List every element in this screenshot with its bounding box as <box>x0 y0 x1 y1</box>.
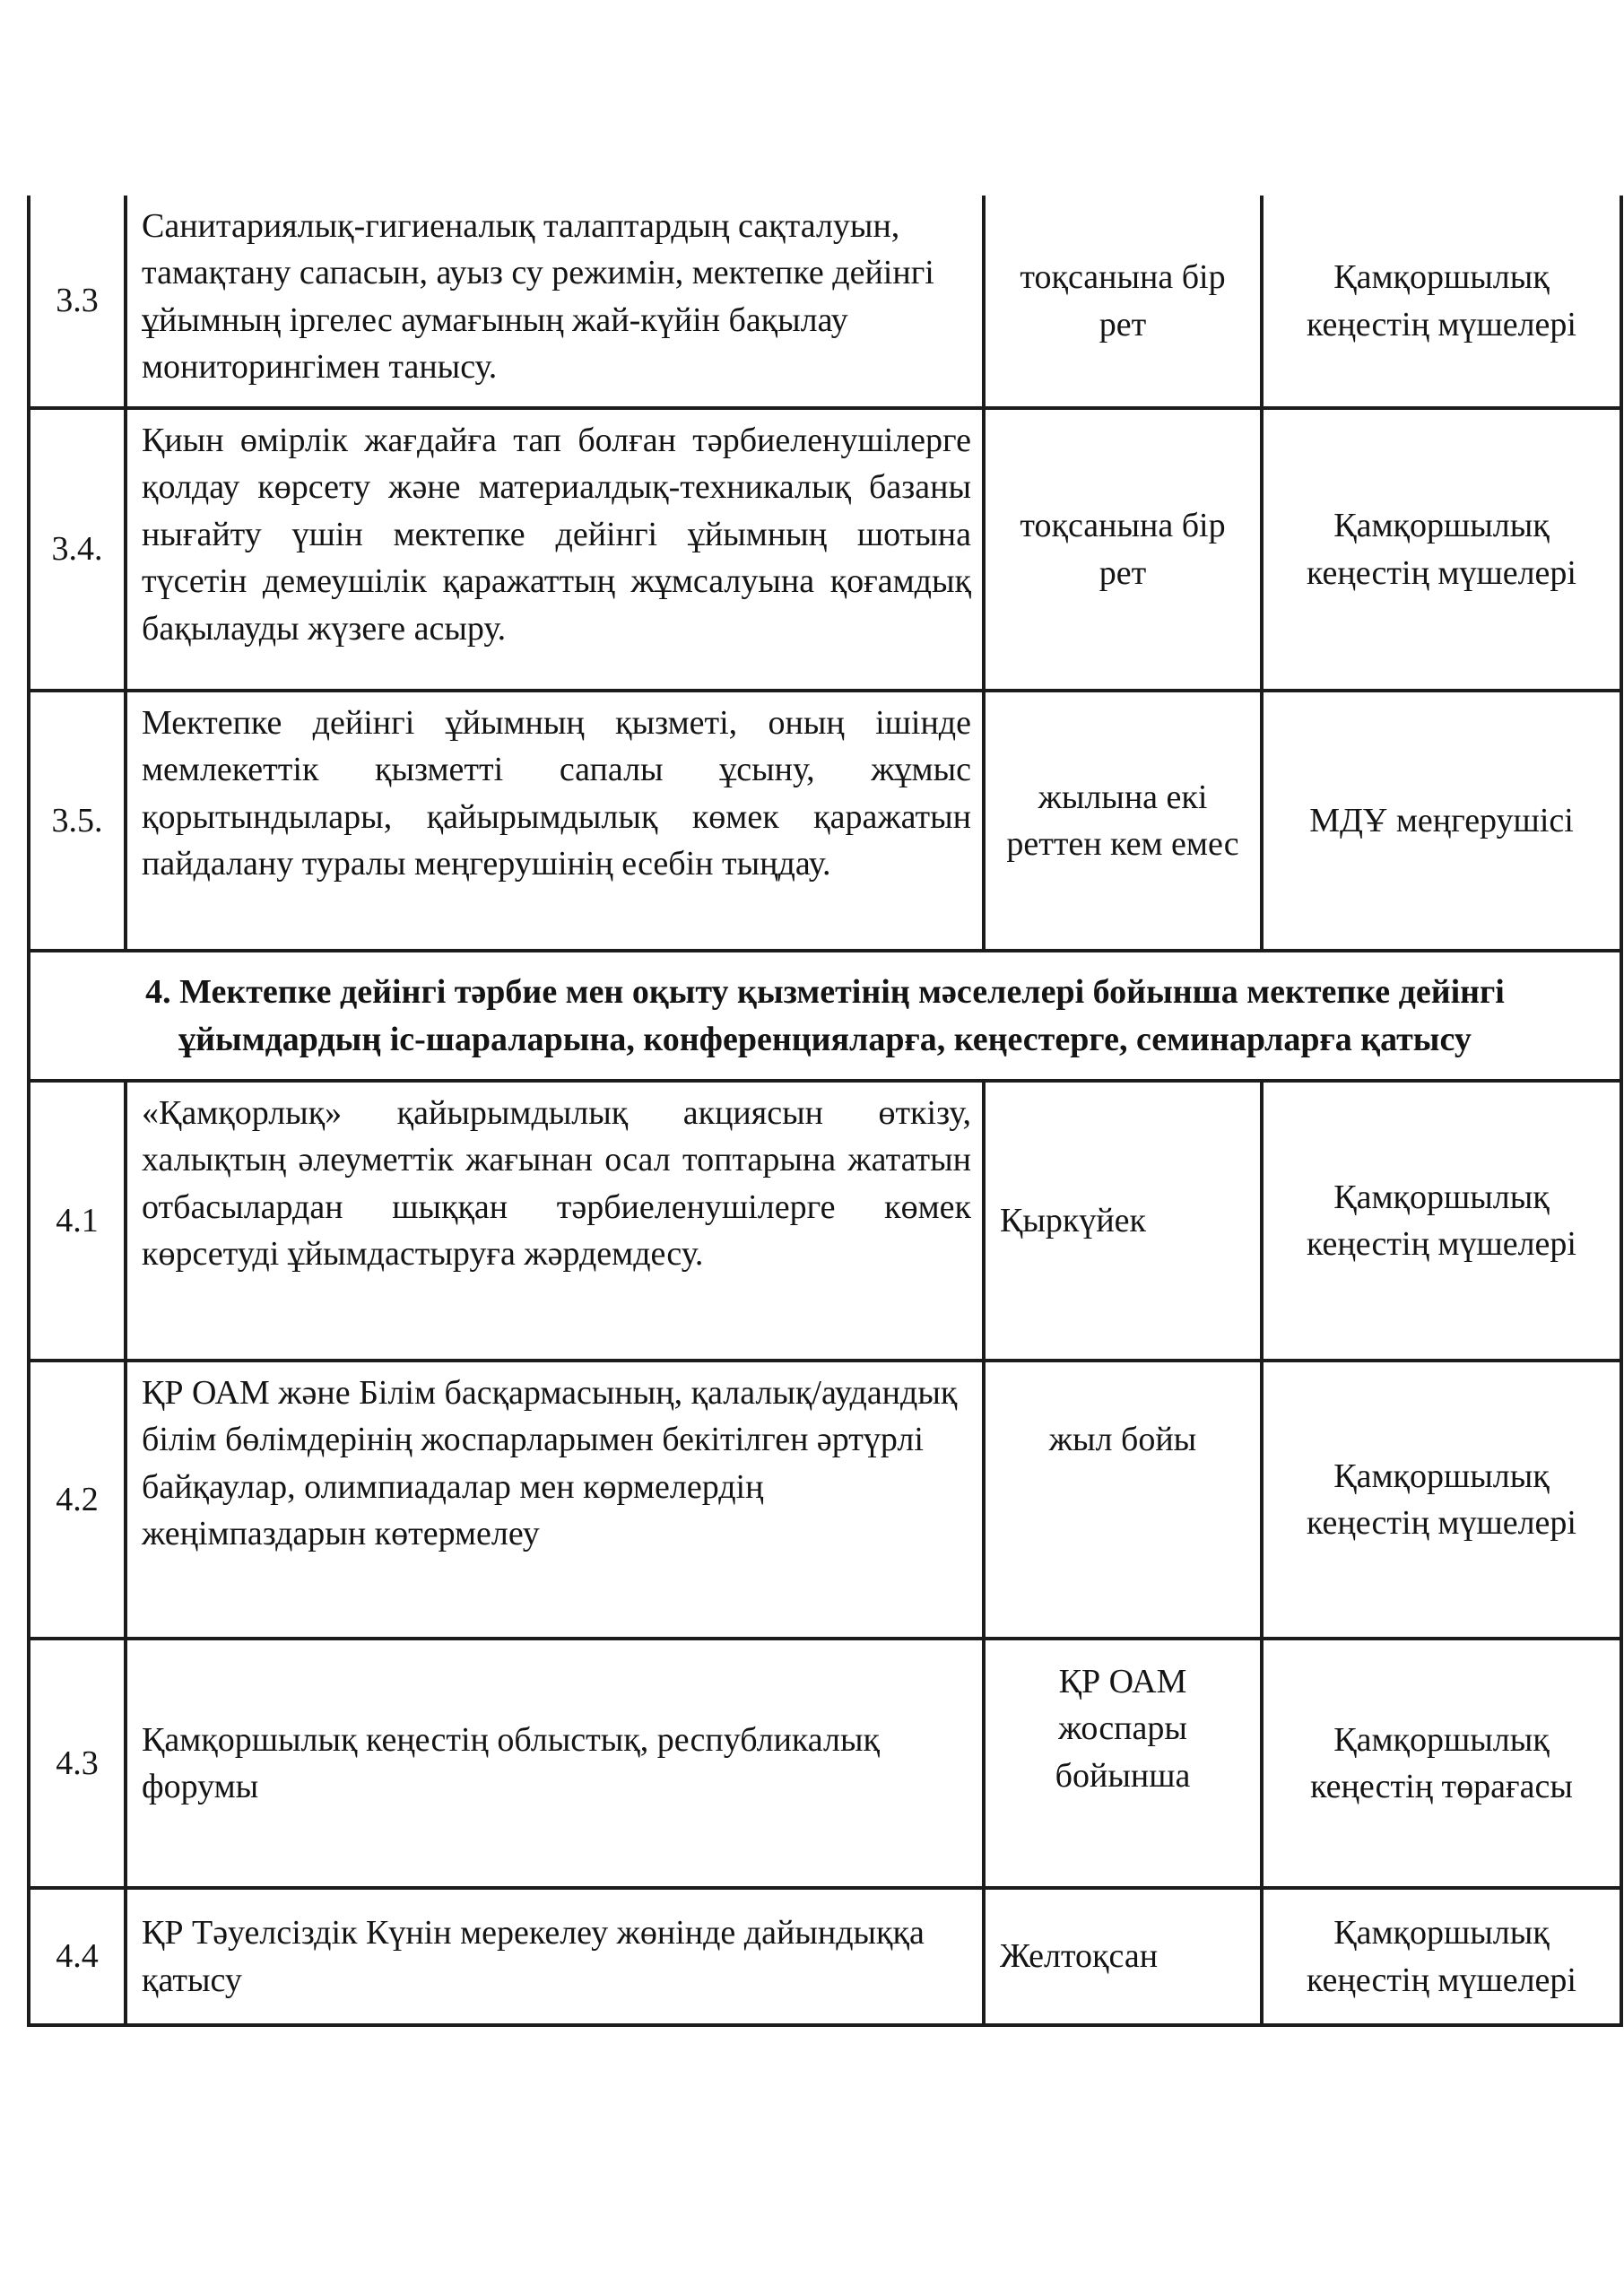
row-number-cell: 4.4 <box>29 1888 126 2025</box>
responsible-cell: Қамқоршылық кеңестің мүшелері <box>1262 1361 1621 1639</box>
table-row-3-4 <box>29 408 1621 691</box>
table-row-3-3 <box>29 196 1621 408</box>
frequency-cell: тоқсанына бір рет <box>984 408 1262 691</box>
frequency-cell: Желтоқсан <box>984 1888 1262 2025</box>
table-row-3-5 <box>29 691 1621 951</box>
row-number-cell: 4.1 <box>29 1081 126 1361</box>
row-number-cell: 4.2 <box>29 1361 126 1639</box>
activity-cell: ҚР Тәуелсіздік Күнін мерекелеу жөнінде дайындыққа қатысу <box>126 1888 984 2025</box>
responsible-cell: Қамқоршылық кеңестің төрағасы <box>1262 1639 1621 1888</box>
activity-cell: Санитариялық-гигиеналық талаптардың сақталуын, тамақтану сапасын, ауыз су режимін, мектепке дейінгі ұйымның іргелес аумағының жай-күйін бақылау мониторингімен танысу. <box>126 196 984 408</box>
activity-cell: ҚР ОАМ және Білім басқармасының, қалалық/аудандық білім бөлімдерінің жоспарларымен бекітілген әртүрлі байқаулар, олимпиадалар мен көрмелердің жеңімпаздарын көтермелеу <box>126 1361 984 1639</box>
table-row-4-1 <box>29 1081 1621 1361</box>
responsible-cell: Қамқоршылық кеңестің мүшелері <box>1262 408 1621 691</box>
activity-cell: «Қамқорлық» қайырымдылық акциясын өткізу, халықтың әлеуметтік жағынан осал топтарына жататын отбасылардан шыққан тәрбиеленушілерге көмек көрсетуді ұйымдастыруға жәрдемдесу. <box>126 1081 984 1361</box>
table-row-4-2 <box>29 1361 1621 1639</box>
frequency-cell: Қыркүйек <box>984 1081 1262 1361</box>
row-number-cell: 4.3 <box>29 1639 126 1888</box>
frequency-cell: жылына екі реттен кем емес <box>984 691 1262 951</box>
row-number-cell: 3.4. <box>29 408 126 691</box>
responsible-cell: МДҰ меңгерушісі <box>1262 691 1621 951</box>
responsible-cell: Қамқоршылық кеңестің мүшелері <box>1262 1081 1621 1361</box>
activity-cell: Қамқоршылық кеңестің облыстық, республикалық форумы <box>126 1639 984 1888</box>
activity-cell: Қиын өмірлік жағдайға тап болған тәрбиеленушілерге қолдау көрсету және материалдық-техникалық базаны нығайту үшін мектепке дейінгі ұйымның шотына түсетін демеушілік қаражаттың жұмсалуына қоғамдық бақылауды жүзеге асыру. <box>126 408 984 691</box>
frequency-cell: ҚР ОАМ жоспары бойынша <box>984 1639 1262 1888</box>
activity-cell: Мектепке дейінгі ұйымның қызметі, оның ішінде мемлекеттік қызметті сапалы ұсыну, жұмыс қорытындылары, қайырымдылық көмек қаражатын пайдалану туралы меңгерушінің есебін тыңдау. <box>126 691 984 951</box>
row-number-cell: 3.5. <box>29 691 126 951</box>
responsible-cell: Қамқоршылық кеңестің мүшелері <box>1262 196 1621 408</box>
responsible-cell: Қамқоршылық кеңестің мүшелері <box>1262 1888 1621 2025</box>
table-row-4-3 <box>29 1639 1621 1888</box>
frequency-cell: жыл бойы <box>984 1361 1262 1639</box>
row-number-cell: 3.3 <box>29 196 126 408</box>
table-row-4-4 <box>29 1888 1621 2025</box>
section-header: 4. Мектепке дейінгі тәрбие мен оқыту қызметінің мәселелері бойынша мектепке дейінгі ұйымдардың іс-шараларына, конференцияларға, кеңестерге, семинарларға қатысу <box>29 951 1621 1081</box>
section-header-row <box>29 951 1621 1081</box>
plan-table <box>27 196 1623 2027</box>
frequency-cell: тоқсанына бір рет <box>984 196 1262 408</box>
